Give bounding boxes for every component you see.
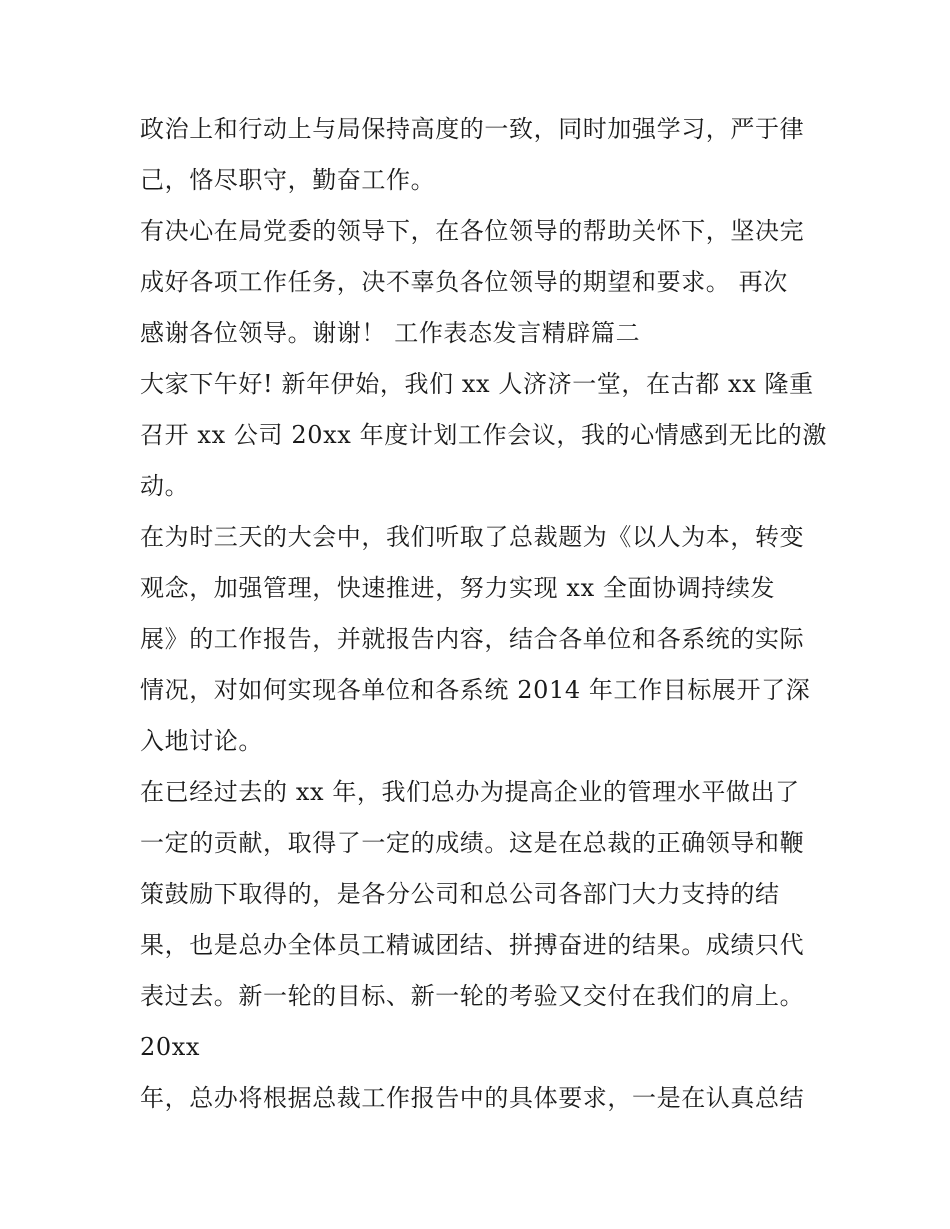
text-line: 果，也是总办全体员工精诚团结、拼搏奋进的结果。成绩只代	[140, 931, 805, 959]
text-line: 己，恪尽职守，勤奋工作。	[140, 166, 436, 194]
text-line: 表过去。新一轮的目标、新一轮的考验又交付在我们的肩上。	[140, 982, 805, 1010]
text-line: 感谢各位领导。谢谢！ 工作表态发言精辟篇二	[140, 319, 641, 347]
text-line: 展》的工作报告，并就报告内容，结合各单位和各系统的实际	[140, 625, 805, 653]
text-line: 年，总办将根据总裁工作报告中的具体要求，一是在认真总结	[140, 1084, 805, 1112]
text-line: 动。	[140, 472, 190, 500]
text-line: 在为时三天的大会中，我们听取了总裁题为《以人为本，转变	[140, 523, 805, 551]
text-line: 20xx	[140, 1033, 201, 1061]
text-line: 策鼓励下取得的，是各分公司和总公司各部门大力支持的结	[140, 880, 780, 908]
document-body	[140, 104, 827, 1124]
text-line: 入地讨论。	[140, 727, 263, 755]
text-line: 观念，加强管理，快速推进，努力实现 xx 全面协调持续发	[140, 574, 776, 602]
text-line: 一定的贡献，取得了一定的成绩。这是在总裁的正确领导和鞭	[140, 829, 805, 857]
text-line: 召开 xx 公司 20xx 年度计划工作会议，我的心情感到无比的激	[140, 421, 827, 449]
text-line: 大家下午好! 新年伊始，我们 xx 人济济一堂，在古都 xx 隆重	[140, 370, 814, 398]
text-line: 情况，对如何实现各单位和各系统 2014 年工作目标展开了深	[140, 676, 811, 704]
text-line: 成好各项工作任务，决不辜负各位领导的期望和要求。 再次	[140, 268, 788, 296]
text-line: 有决心在局党委的领导下，在各位领导的帮助关怀下，坚决完	[140, 217, 805, 245]
text-line: 政治上和行动上与局保持高度的一致，同时加强学习，严于律	[140, 115, 805, 143]
text-line: 在已经过去的 xx 年，我们总办为提高企业的管理水平做出了	[140, 778, 800, 806]
